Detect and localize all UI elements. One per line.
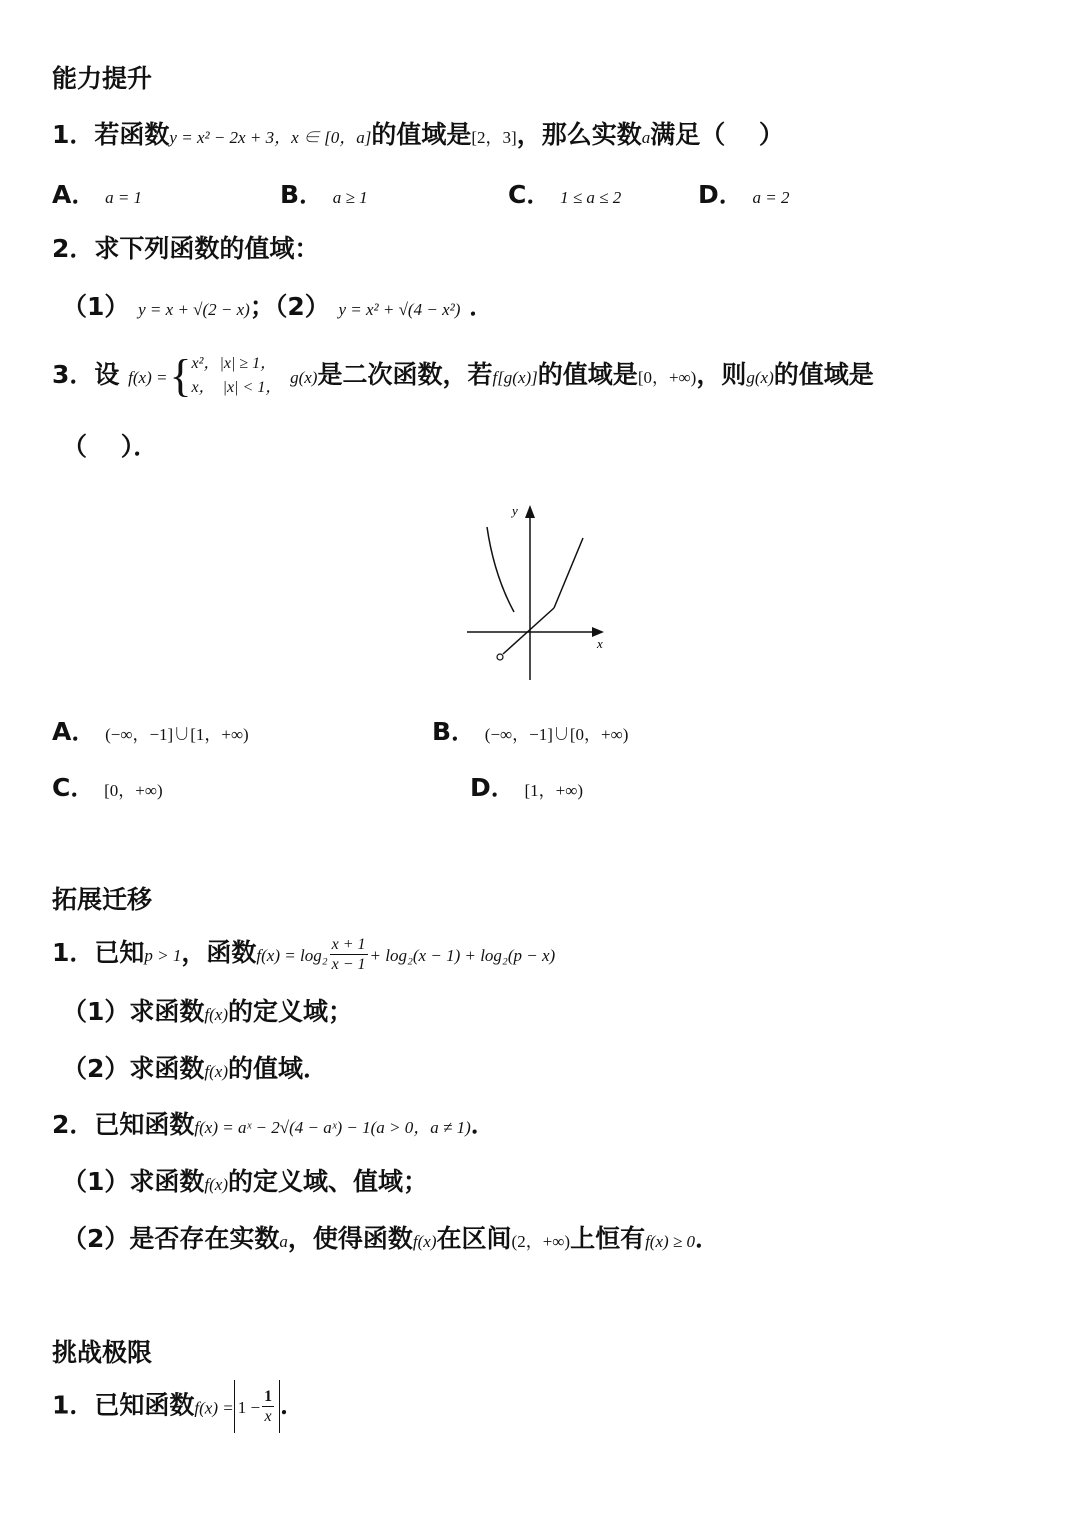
case-line: x²，|x| ≥ 1， — [191, 355, 277, 372]
condition: f(x) ≥ 0 — [645, 1232, 695, 1251]
extend-q2 — [52, 1108, 496, 1145]
part-text: 的定义域； — [228, 997, 354, 1026]
ability-q2 — [52, 232, 319, 266]
extend-q1-part1 — [62, 995, 353, 1032]
range-value: [2，3] — [471, 128, 517, 147]
interval: (2，+∞) — [511, 1232, 571, 1251]
ability-q2-parts — [62, 290, 494, 327]
part-label: （1） — [62, 292, 130, 321]
open-endpoint — [497, 654, 503, 660]
option-value: (−∞，−1]∪[1，+∞) — [105, 725, 249, 744]
extend-q2-part1 — [62, 1165, 428, 1202]
variable: a — [279, 1232, 288, 1251]
function-expression: y = x + √(2 − x) — [138, 300, 250, 319]
ability-q1-option-d — [698, 178, 789, 215]
question-number: 2． — [52, 1110, 95, 1139]
question-number: 1． — [52, 938, 95, 967]
question-text: 的值域是 — [537, 360, 638, 389]
function-expression: f(x) = log₂ — [256, 946, 328, 965]
ability-q3 — [52, 345, 874, 408]
extend-q1 — [52, 928, 555, 981]
fraction-numerator: x + 1 — [331, 935, 366, 953]
question-text: 若函数 — [94, 120, 170, 149]
range-value: [0，+∞) — [637, 368, 697, 387]
question-number: 2． — [52, 234, 95, 263]
function-expression: + log₂(x − 1) + log₂(p − x) — [369, 946, 556, 965]
question-number: 3． — [52, 360, 95, 389]
option-value: (−∞，−1]∪[0，+∞) — [484, 725, 629, 744]
question-text: 的值域是 — [371, 120, 472, 149]
function-expression: f(x) = — [194, 1398, 234, 1418]
punctuation: ． — [695, 1224, 721, 1253]
option-label: A． — [52, 180, 97, 209]
extend-q2-part2 — [62, 1222, 720, 1259]
linear-segment — [503, 608, 554, 654]
ability-q3-option-c — [52, 771, 163, 808]
ability-q3-option-b — [432, 715, 628, 752]
function-expression: f[g(x)] — [492, 368, 538, 387]
ability-q1-option-c — [508, 178, 621, 215]
x-axis-label: x — [597, 636, 603, 651]
part-text: 在区间 — [436, 1224, 512, 1253]
option-label: D． — [698, 180, 744, 209]
function-expression: f(x) = — [128, 368, 168, 387]
part-text: ，使得函数 — [287, 1224, 413, 1253]
fraction-denominator: x − 1 — [331, 955, 366, 973]
punctuation: ． — [470, 1110, 496, 1139]
part-text: 的定义域、值域； — [228, 1167, 429, 1196]
option-value: a = 2 — [752, 188, 790, 207]
abs-term: 1 − — [237, 1398, 261, 1417]
option-value: a = 1 — [105, 188, 143, 207]
fraction — [262, 1387, 274, 1426]
option-label: B． — [280, 180, 325, 209]
y-axis-arrow — [525, 505, 535, 518]
function-expression: f(x) — [204, 1175, 228, 1194]
variable: a — [641, 128, 651, 147]
option-label: A． — [52, 717, 97, 746]
question-number: 1． — [52, 120, 95, 149]
part-text: 的值域． — [228, 1054, 329, 1083]
question-text: 的值域是 — [773, 360, 874, 389]
option-label: C． — [508, 180, 552, 209]
fraction-denominator: x — [264, 1407, 272, 1425]
absolute-value — [234, 1380, 280, 1433]
part-label: ；（2） — [249, 292, 330, 321]
right-curve — [554, 538, 583, 608]
function-expression: f(x) — [204, 1062, 228, 1081]
function-expression: f(x) = aˣ − 2√(4 − aˣ) − 1(a > 0，a ≠ 1) — [194, 1118, 471, 1137]
case-line: x， |x| < 1， — [191, 379, 282, 396]
piecewise-cases — [192, 352, 282, 400]
option-label: B． — [432, 717, 477, 746]
function-expression: f(x) — [204, 1005, 228, 1024]
question-text: 已知函数 — [94, 1390, 195, 1420]
function-graph — [462, 500, 612, 685]
ability-q1-option-b — [280, 178, 368, 215]
punctuation: ． — [280, 1390, 306, 1420]
punctuation: ． — [469, 292, 495, 321]
option-value: [1，+∞) — [524, 781, 584, 800]
question-text: ，那么实数 — [516, 120, 642, 149]
fraction-numerator: 1 — [264, 1387, 273, 1405]
function-expression: g(x) — [746, 368, 774, 387]
part-text: 上恒有 — [570, 1224, 646, 1253]
option-value: a ≥ 1 — [332, 188, 368, 207]
section-title-extend: 拓展迁移 — [52, 885, 153, 914]
challenge-q1 — [52, 1380, 305, 1434]
y-axis-label: y — [512, 503, 518, 518]
part-text: （1）求函数 — [62, 1167, 205, 1196]
ability-q1 — [52, 118, 784, 155]
option-value: [0，+∞) — [104, 781, 163, 800]
question-number: 1． — [52, 1390, 95, 1420]
function-expression: g(x) — [290, 368, 318, 387]
question-text: 满足（ ） — [650, 120, 784, 149]
question-text: 设 — [94, 360, 120, 389]
question-text: ，函数 — [181, 938, 257, 967]
question-text: ，则 — [696, 360, 747, 389]
option-value: 1 ≤ a ≤ 2 — [560, 188, 622, 207]
brace: { — [169, 350, 192, 401]
condition: p > 1 — [144, 946, 182, 965]
option-label: D． — [470, 773, 516, 802]
question-text: 是二次函数，若 — [317, 360, 493, 389]
function-expression: y = x² − 2x + 3，x ∈ [0，a] — [169, 128, 372, 147]
part-text: （2）是否存在实数 — [62, 1224, 280, 1253]
question-text: 求下列函数的值域： — [94, 234, 320, 263]
function-expression: f(x) — [412, 1232, 437, 1251]
part-text: （2）求函数 — [62, 1054, 205, 1083]
question-text: 已知 — [94, 938, 145, 967]
ability-q1-option-a — [52, 178, 142, 215]
extend-q1-part2 — [62, 1052, 328, 1089]
part-text: （1）求函数 — [62, 997, 205, 1026]
left-parabola-curve — [487, 527, 514, 612]
option-label: C． — [52, 773, 96, 802]
ability-q3-blank: （ ）． — [62, 432, 159, 461]
section-title-ability: 能力提升 — [52, 64, 153, 93]
ability-q3-option-a — [52, 715, 249, 752]
function-expression: y = x² + √(4 − x²) — [338, 300, 461, 319]
fraction — [330, 935, 368, 974]
question-text: 已知函数 — [94, 1110, 195, 1139]
section-title-challenge: 挑战极限 — [52, 1338, 153, 1367]
ability-q3-option-d — [470, 771, 583, 808]
